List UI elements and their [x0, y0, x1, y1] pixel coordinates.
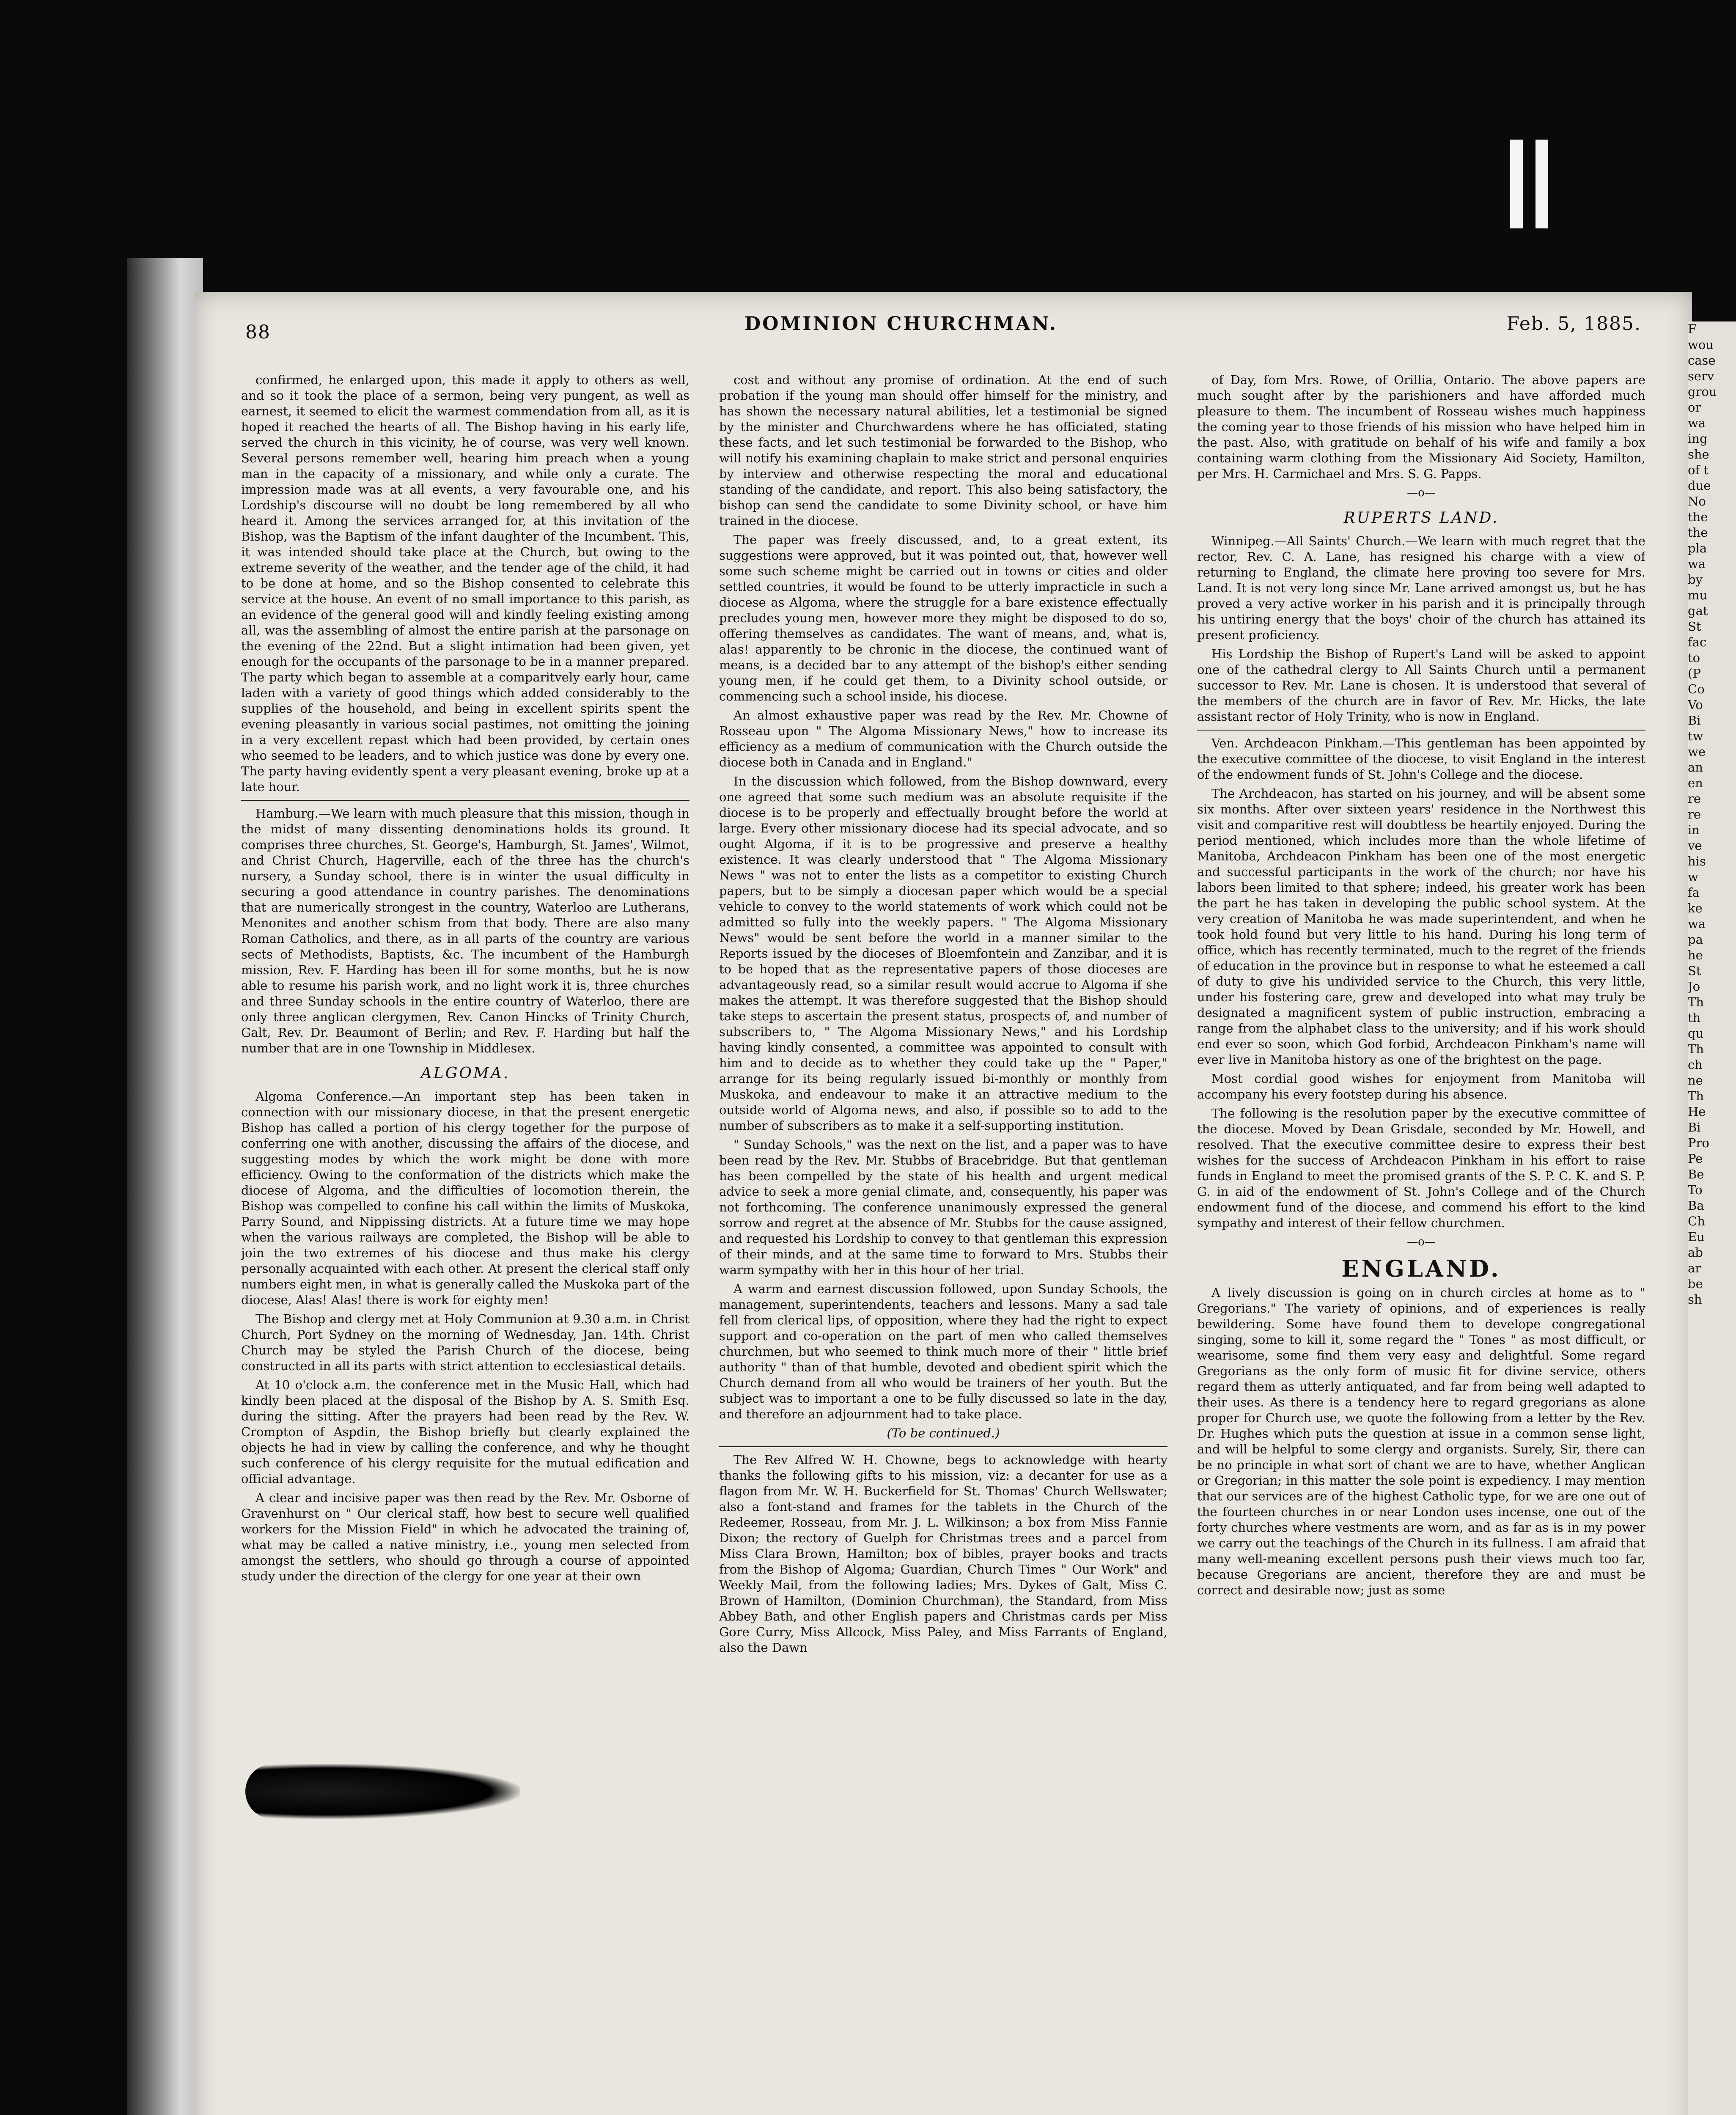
facing-page-text-fragment: wa [1688, 557, 1706, 571]
article-paragraph: of Day, fom Mrs. Rowe, of Orillia, Ontario. The above papers are much sought after by the parishioners and have afforded much pleasure to them. The incumbent of Rosseau wishes much happiness the coming year to those friends of his mission who have helped him in the past. Also, with gratitude on behalf of his wife and family a box containing warm clothing from the Missionary Aid Society, Hamilton, per Mrs. H. Carmichael and Mrs. S. G. Papps. [1197, 373, 1645, 481]
continued-note: (To be continued.) [887, 1426, 1000, 1440]
facing-page-text-fragment: F [1688, 322, 1697, 336]
facing-page-text-fragment: serv [1688, 369, 1714, 383]
facing-page-text-fragment: Pe [1688, 1151, 1703, 1166]
facing-page-text-fragment: re [1688, 791, 1701, 806]
facing-page-text-fragment: wou [1688, 338, 1714, 352]
film-mark-top-left [1510, 140, 1523, 228]
facing-page-text-fragment: pla [1688, 541, 1707, 555]
article-paragraph: Ven. Archdeacon Pinkham.—This gentleman has been appointed by the executive committee of the diocese, to visit England in the interest of the endowment funds of St. John's College and the diocese. [1197, 736, 1645, 782]
section-heading-england: ENGLAND. [1341, 1255, 1501, 1282]
facing-page-text-fragment: St [1688, 619, 1701, 634]
facing-page-text-fragment: grou [1688, 385, 1717, 399]
publication-title: DOMINION CHURCHMAN. [744, 313, 1058, 335]
facing-page-text-fragment: of t [1688, 463, 1709, 477]
facing-page-text-fragment: (P [1688, 666, 1701, 681]
facing-page-text-fragment: th [1688, 1011, 1701, 1025]
facing-page-text-fragment: Th [1688, 1042, 1704, 1056]
article-paragraph: Most cordial good wishes for enjoyment from Manitoba will accompany his every footstep during his absence. [1197, 1071, 1645, 1101]
book-page-edge [127, 258, 203, 2115]
facing-page-text-fragment: No [1688, 494, 1706, 508]
facing-page-text-fragment: He [1688, 1104, 1706, 1119]
column-3 [1197, 372, 1645, 2073]
facing-page-text-fragment: ab [1688, 1245, 1703, 1260]
facing-page-text-fragment: we [1688, 744, 1706, 759]
facing-page-text-fragment: Jo [1688, 979, 1700, 994]
facing-page-text-fragment: fa [1688, 885, 1700, 900]
facing-page-text-fragment: by [1688, 572, 1703, 587]
article-paragraph: The following is the resolution paper by the executive committee of the diocese. Moved by Dean Grisdale, seconded by Mr. Howell, and resolved. That the executive committee desire to express their best wishes for the success of Archdeacon Pinkham in his effort to raise funds in England to meet the promised grants of the S. P. C. K. and S. P. G. in aid of the endowment of St. John's College and of the Church endowment fund of the diocese, and commend his effort to the kind sympathy and interest of their fellow churchmen. [1197, 1106, 1645, 1230]
article-paragraph: A clear and incisive paper was then read by the Rev. Mr. Osborne of Gravenhurst on " Our clerical staff, how best to secure well qualified workers for the Mission Field" in which he advocated the training of, what may be called a native ministry, i.e., young men selected from amongst the settlers, who should go through a course of appointed study under the direction of the clergy for one year at their own [241, 1491, 689, 1583]
facing-page-text-fragment: ar [1688, 1261, 1701, 1275]
section-heading-ruperts-land: RUPERTS LAND. [1343, 509, 1499, 527]
facing-page-text-fragment: be [1688, 1277, 1703, 1291]
article-paragraph: Winnipeg.—All Saints' Church.—We learn with much regret that the rector, Rev. C. A. Lane, has resigned his charge with a view of returning to England, the climate here proving too severe for Mrs. Land. It is not very long since Mr. Lane arrived amongst us, but he has proved a very active worker in his parish and it is principally through his untiring energy that the boys' choir of the church has attained its present proficiency. [1197, 534, 1645, 642]
facing-page-text-fragment: tw [1688, 729, 1703, 743]
facing-page-text-fragment: Eu [1688, 1230, 1705, 1244]
facing-page-text-fragment: ke [1688, 901, 1703, 915]
facing-page-text-fragment: Th [1688, 1089, 1704, 1103]
article-paragraph: The paper was freely discussed, and, to a great extent, its suggestions were approved, but it was pointed out, that, however well some such scheme might be carried out in towns or cities and older settled countries, it would be found to be utterly impracticle in such a diocese as Algoma, where the struggle for a bare existence effectually precludes young men, however more they might be disposed to do so, offering themselves as candidates. The want of means, and, what is, alas! apparently to be chronic in the diocese, the continued want of means, is a decided bar to any attempt of the bishop's either sending young men, if he could get them, to a Divinity school outside, or commencing such a school inside, his diocese. [719, 533, 1167, 703]
article-paragraph: confirmed, he enlarged upon, this made it apply to others as well, and so it took the place of a sermon, being very pungent, as well as earnest, it seemed to elicit the warmest commendation from all, as it is hoped it reached the hearts of all. The Bishop having in his early life, served the church in this vicinity, he of course, was very well known. Several persons remember well, hearing him preach when a young man in the capacity of a missionary, and while only a curate. The impression made was at all events, a very favourable one, and his Lordship's discourse will no doubt be long remembered by all who heard it. Among the services arranged for, at this invitation of the Bishop, was the Baptism of the infant daughter of the Incumbent. This, it was intended should take place at the Church, but owing to the extreme severity of the weather, and the tender age of the child, it had to be done at home, and so the Bishop consented to celebrate this service at the house. An event of no small importance to this parish, as an evidence of the general good will and kindly feeling existing among all, was the assembling of almost the entire parish at the parsonage on the evening of the 22nd. But a slight intimation had been given, yet enough for the occupants of the parsonage to be in a manner prepared. The party which began to assemble at a comparitvely early hour, came laden with a variety of good things which added considerably to the supplies of the household, and being in excellent spirits spent the evening pleasantly in various social pastimes, not omitting the joining in a very excellent repast which had been provided, by certain ones who seemed to be leaders, and to which justice was done by every one. The party having evidently spent a very pleasant evening, broke up at a late hour. [241, 373, 689, 794]
column-2 [719, 372, 1167, 2073]
facing-page-text-fragment: wa [1688, 917, 1706, 931]
facing-page-text-fragment: ch [1688, 1058, 1703, 1072]
facing-page-text-fragment: Bi [1688, 713, 1701, 728]
facing-page-text-fragment: Pro [1688, 1136, 1709, 1150]
separator-ornament: —o— [1407, 1236, 1436, 1248]
thumb-shadow [245, 1764, 520, 1819]
facing-page-text-fragment: she [1688, 447, 1709, 461]
divider [719, 1446, 1167, 1447]
page-header [245, 305, 1641, 351]
article-paragraph: His Lordship the Bishop of Rupert's Land will be asked to appoint one of the cathedral clergy to All Saints Church until a permanent successor to Rev. Mr. Lane is chosen. It is understood that several of the members of the church are in favor of Rev. Mr. Hicks, the late assistant rector of Holy Trinity, who is now in England. [1197, 647, 1645, 724]
facing-page-text-fragment: Bi [1688, 1120, 1701, 1134]
facing-page-text-fragment: Th [1688, 995, 1704, 1009]
article-paragraph: The Bishop and clergy met at Holy Communion at 9.30 a.m. in Christ Church, Port Sydney on the morning of Wednesday, Jan. 14th. Christ Church may be styled the Parish Church of the diocese, being constructed in all its parts with strict attention to ecclesiastical details. [241, 1312, 689, 1373]
article-paragraph: In the discussion which followed, from the Bishop downward, every one agreed that some such medium was an absolute requisite if the diocese is to be properly and effectually brought before the world at large. Every other missionary diocese had its special advocate, and so ought Algoma, if it is to be progressive and preserve a healthy existence. It was clearly understood that " The Algoma Missionary News " was not to enter the lists as a competitor to existing Church papers, but to be simply a diocesan paper which would be a special vehicle to convey to the world statements of work which could not be admitted so fully into the weekly papers. " The Algoma Missionary News" would be sent before the world in a manner similar to the Reports issued by the dioceses of Bloemfontein and Zanzibar, and it is to be hoped that as the representative papers of those dioceses are advantageously read, so a similar result would accrue to Algoma if she makes the attempt. It was therefore suggested that the Bishop should take steps to ascertain the present status, prospects of, and number of subscribers to, " The Algoma Missionary News," and his Lordship having kindly consented, a committee was appointed to consult with him and to decide as to whether they could take up the " Paper," arrange for its being regularly issued bi-monthly or monthly from Muskoka, and endeavour to make it an attractive medium to the outside world of Algoma news, and also, if possible so to add to the number of subscribers as to make it a self-supporting institution. [719, 774, 1167, 1133]
section-heading-algoma: ALGOMA. [420, 1065, 510, 1082]
facing-page-text-fragment: sh [1688, 1292, 1702, 1307]
divider [241, 800, 689, 801]
facing-page-text-fragment: gat [1688, 604, 1708, 618]
article-paragraph: The Archdeacon, has started on his journey, and will be absent some six months. After over sixteen years' residence in the Northwest this visit and comparitive rest will doubtless be heartily enjoyed. During the period mentioned, which includes more than the whole lifetime of Manitoba, Archdeacon Pinkham has been one of the most energetic and successful participants in the work of the church; nor have his labors been limited to that sphere; indeed, his greater work has been the part he has taken in developing the public school system. At the very creation of Manitoba he was made superintendent, and when he took hold found but very little to his hand. During his long term of office, which has recently terminated, much to the regret of the friends of education in the province but in response to what he esteemed a call of duty to give his undivided service to the Church, this very little, under his fostering care, grew and developed into what may truly be designated a magnificent system of public instruction, embracing a range from the alphabet class to the university; and if his work should end ever so soon, which God forbid, Archdeacon Pinkham's name will ever live in Manitoba history as one of the brightest on the page. [1197, 786, 1645, 1067]
facing-page-text-fragment: to [1688, 651, 1700, 665]
facing-page-text-fragment: mu [1688, 588, 1708, 602]
film-mark-top-right [1535, 140, 1548, 228]
facing-page-text-fragment: or [1688, 400, 1701, 415]
page-number: 88 [245, 321, 271, 343]
article-paragraph: The Rev Alfred W. H. Chowne, begs to acknowledge with hearty thanks the following gifts to his mission, viz: a decanter for use as a flagon from Mr. W. H. Buckerfield for St. Thomas' Church Wellswater; also a font-stand and frames for the tablets in the Church of the Redeemer, Rosseau, from Mr. J. L. Wilkinson; a box from Miss Fannie Dixon; the rectory of Guelph for Christmas trees and a parcel from Miss Clara Brown, Hamilton; box of bibles, prayer books and tracts from the Bishop of Algoma; Guardian, Church Times " Our Work" and Weekly Mail, from the following ladies; Mrs. Dykes of Galt, Miss C. Brown of Hamilton, (Dominion Churchman), the Standard, from Miss Abbey Bath, and other English papers and Christmas cards per Miss Gore Curry, Miss Allcock, Miss Paley, and Miss Farrants of England, also the Dawn [719, 1453, 1167, 1655]
facing-page-text-fragment: Ba [1688, 1198, 1704, 1213]
facing-page-text-fragment: he [1688, 948, 1703, 962]
facing-page-text-fragment: Co [1688, 682, 1705, 696]
facing-page-text-fragment: Vo [1688, 698, 1703, 712]
facing-page-text-fragment: his [1688, 854, 1706, 868]
article-paragraph: " Sunday Schools," was the next on the list, and a paper was to have been read by the Rev. Mr. Stubbs of Bracebridge. But that gentleman has been compelled by the state of his health and urgent medical advice to seek a more genial climate, and, consequently, his paper was not forthcoming. The conference unanimously expressed the general sorrow and regret at the absence of Mr. Stubbs for the cause assigned, and requested his Lordship to convey to that gentleman this expression of their minds, and at the same time to forward to Mrs. Stubbs their warm sympathy with her in this hour of her trial. [719, 1137, 1167, 1277]
article-paragraph: cost and without any promise of ordination. At the end of such probation if the young man should offer himself for the ministry, and has shown the necessary natural abilities, let a testimonial be signed by the minister and Churchwardens where he has officiated, stating these facts, and let such testimonial be forwarded to the Bishop, who will notify his examining chaplain to make strict and personal enquiries by interview and otherwise respecting the moral and educational standing of the candidate, and report. This also being satisfactory, the bishop can send the candidate to some Divinity school, or have him trained in the diocese. [719, 373, 1167, 528]
facing-page-text-fragment: w [1688, 870, 1698, 884]
facing-page-text-fragment: in [1688, 823, 1700, 837]
facing-page-text-fragment: Ch [1688, 1214, 1705, 1228]
facing-page-text-fragment: ve [1688, 838, 1702, 853]
newspaper-page [195, 292, 1692, 2115]
article-paragraph: Hamburg.—We learn with much pleasure that this mission, though in the midst of many dissenting denominations holds its ground. It comprises three churches, St. George's, Hamburgh, St. James', Wilmot, and Christ Church, Hagerville, each of the three has the church's nursery, a Sunday school, there is in winter the usual difficulty in securing a good attendance in country parishes. The denominations that are numerically strongest in the country, Waterloo are Lutherans, Menonites and another schism from that body. There are also many Roman Catholics, and there, as in all parts of the country are various sects of Methodists, Baptists, &c. The incumbent of the Hamburgh mission, Rev. F. Harding has been ill for some months, but he is now able to resume his parish work, and no light work it is, three churches and three Sunday schools in the entire country of Waterloo, there are only three anglican clergymen, Rev. Canon Hincks of Trinity Church, Galt, Rev. Dr. Beaumont of Berlin; and Rev. F. Harding but half the number that are in one Township in Middlesex. [241, 806, 689, 1055]
facing-page-text-fragment: re [1688, 807, 1701, 821]
facing-page-text-fragment: St [1688, 964, 1701, 978]
facing-page-text-fragment: due [1688, 478, 1711, 493]
facing-page-fragment [1688, 321, 1736, 2115]
facing-page-text-fragment: case [1688, 353, 1716, 368]
facing-page-text-fragment: the [1688, 510, 1708, 524]
facing-page-text-fragment: fac [1688, 635, 1707, 649]
article-paragraph: At 10 o'clock a.m. the conference met in the Music Hall, which had kindly been placed at the disposal of the Bishop by A. S. Smith Esq. during the sitting. After the prayers had been read by the Rev. W. Crompton of Aspdin, the Bishop briefly but clearly explained the objects he had in view by calling the conference, and why he thought such conference of his clergy requisite for the mutual edification and official advantage. [241, 1378, 689, 1486]
facing-page-text-fragment: qu [1688, 1026, 1704, 1041]
facing-page-text-fragment: the [1688, 525, 1708, 540]
article-paragraph: A lively discussion is going on in church circles at home as to " Gregorians." The variety of opinions, and of experiences is really bewildering. Some have found them to develope congregational singing, some to kill it, some regard the " Tones " as most difficult, or wearisome, some find them very easy and delightful. Some regard Gregorians as the only form of music fit for divine service, others regard them as utterly antiquated, and far from being well adapted to their uses. As there is a tendency here to regard gregorians as alone proper for Church use, we quote the following from a letter by the Rev. Dr. Hughes which puts the question at issue in a common sense light, and will be helpful to some clergy and organists. Surely, Sir, there can be no principle in what sort of chant we are to have, whether Anglican or Gregorian; in this matter the sole point is expediency. I may mention that our services are of the highest Catholic type, for we are one out of the fourteen churches in or near London uses incense, one out of the forty churches where vestments are worn, and as far as is in my power we carry out the teachings of the Church in its fullness. I am afraid that many well-meaning excellent persons push their views much too far, because Gregorians are ancient, therefore they are and must be correct and desirable now; just as some [1197, 1285, 1645, 1597]
article-paragraph: Algoma Conference.—An important step has been taken in connection with our missionary diocese, in that the present energetic Bishop has called a portion of his clergy together for the purpose of conferring one with another, discussing the affairs of the diocese, and suggesting modes by which the work might be done with more efficiency. Owing to the conformation of the districts which make the diocese of Algoma, and the difficulties of locomotion therein, the Bishop was compelled to confine his call within the limits of Muskoka, Parry Sound, and Nippissing districts. At a future time we may hope when the various railways are completed, the Bishop will be able to join the two extremes of his diocese and thus make his clergy personally acquainted with each other. At present the clerical staff only numbers eight men, in what is generally called the Muskoka part of the diocese, Alas! Alas! there is work for eighty men! [241, 1089, 689, 1307]
article-paragraph: A warm and earnest discussion followed, upon Sunday Schools, the management, superintendents, teachers and lessons. Many a sad tale fell from clerical lips, of opposition, where they had the right to expect support and co-operation on the part of men who called themselves churchmen, but who seemed to think much more of their " little brief authority " than of that humble, devoted and obedient spirit which the Church demand from all who would be trainers of her youth. But the subject was to important a one to be fully discussed so late in the day, and therefore an adjournment had to take place. [719, 1282, 1167, 1421]
divider [1197, 730, 1645, 731]
facing-page-text-fragment: ing [1688, 431, 1708, 446]
facing-page-text-fragment: ne [1688, 1073, 1703, 1088]
facing-page-text-fragment: wa [1688, 416, 1706, 430]
facing-page-text-fragment: Be [1688, 1167, 1704, 1181]
separator-ornament: —o— [1407, 486, 1436, 499]
article-paragraph: An almost exhaustive paper was read by the Rev. Mr. Chowne of Rosseau upon " The Algoma Missionary News," how to increase its efficiency as a medium of communication with the Church outside the diocese both in Canada and in England." [719, 708, 1167, 769]
facing-page-text-fragment: an [1688, 760, 1703, 775]
facing-page-text-fragment: To [1688, 1183, 1703, 1197]
facing-page-text-fragment: pa [1688, 932, 1703, 947]
facing-page-text-fragment: en [1688, 776, 1703, 790]
issue-date: Feb. 5, 1885. [1506, 313, 1641, 335]
